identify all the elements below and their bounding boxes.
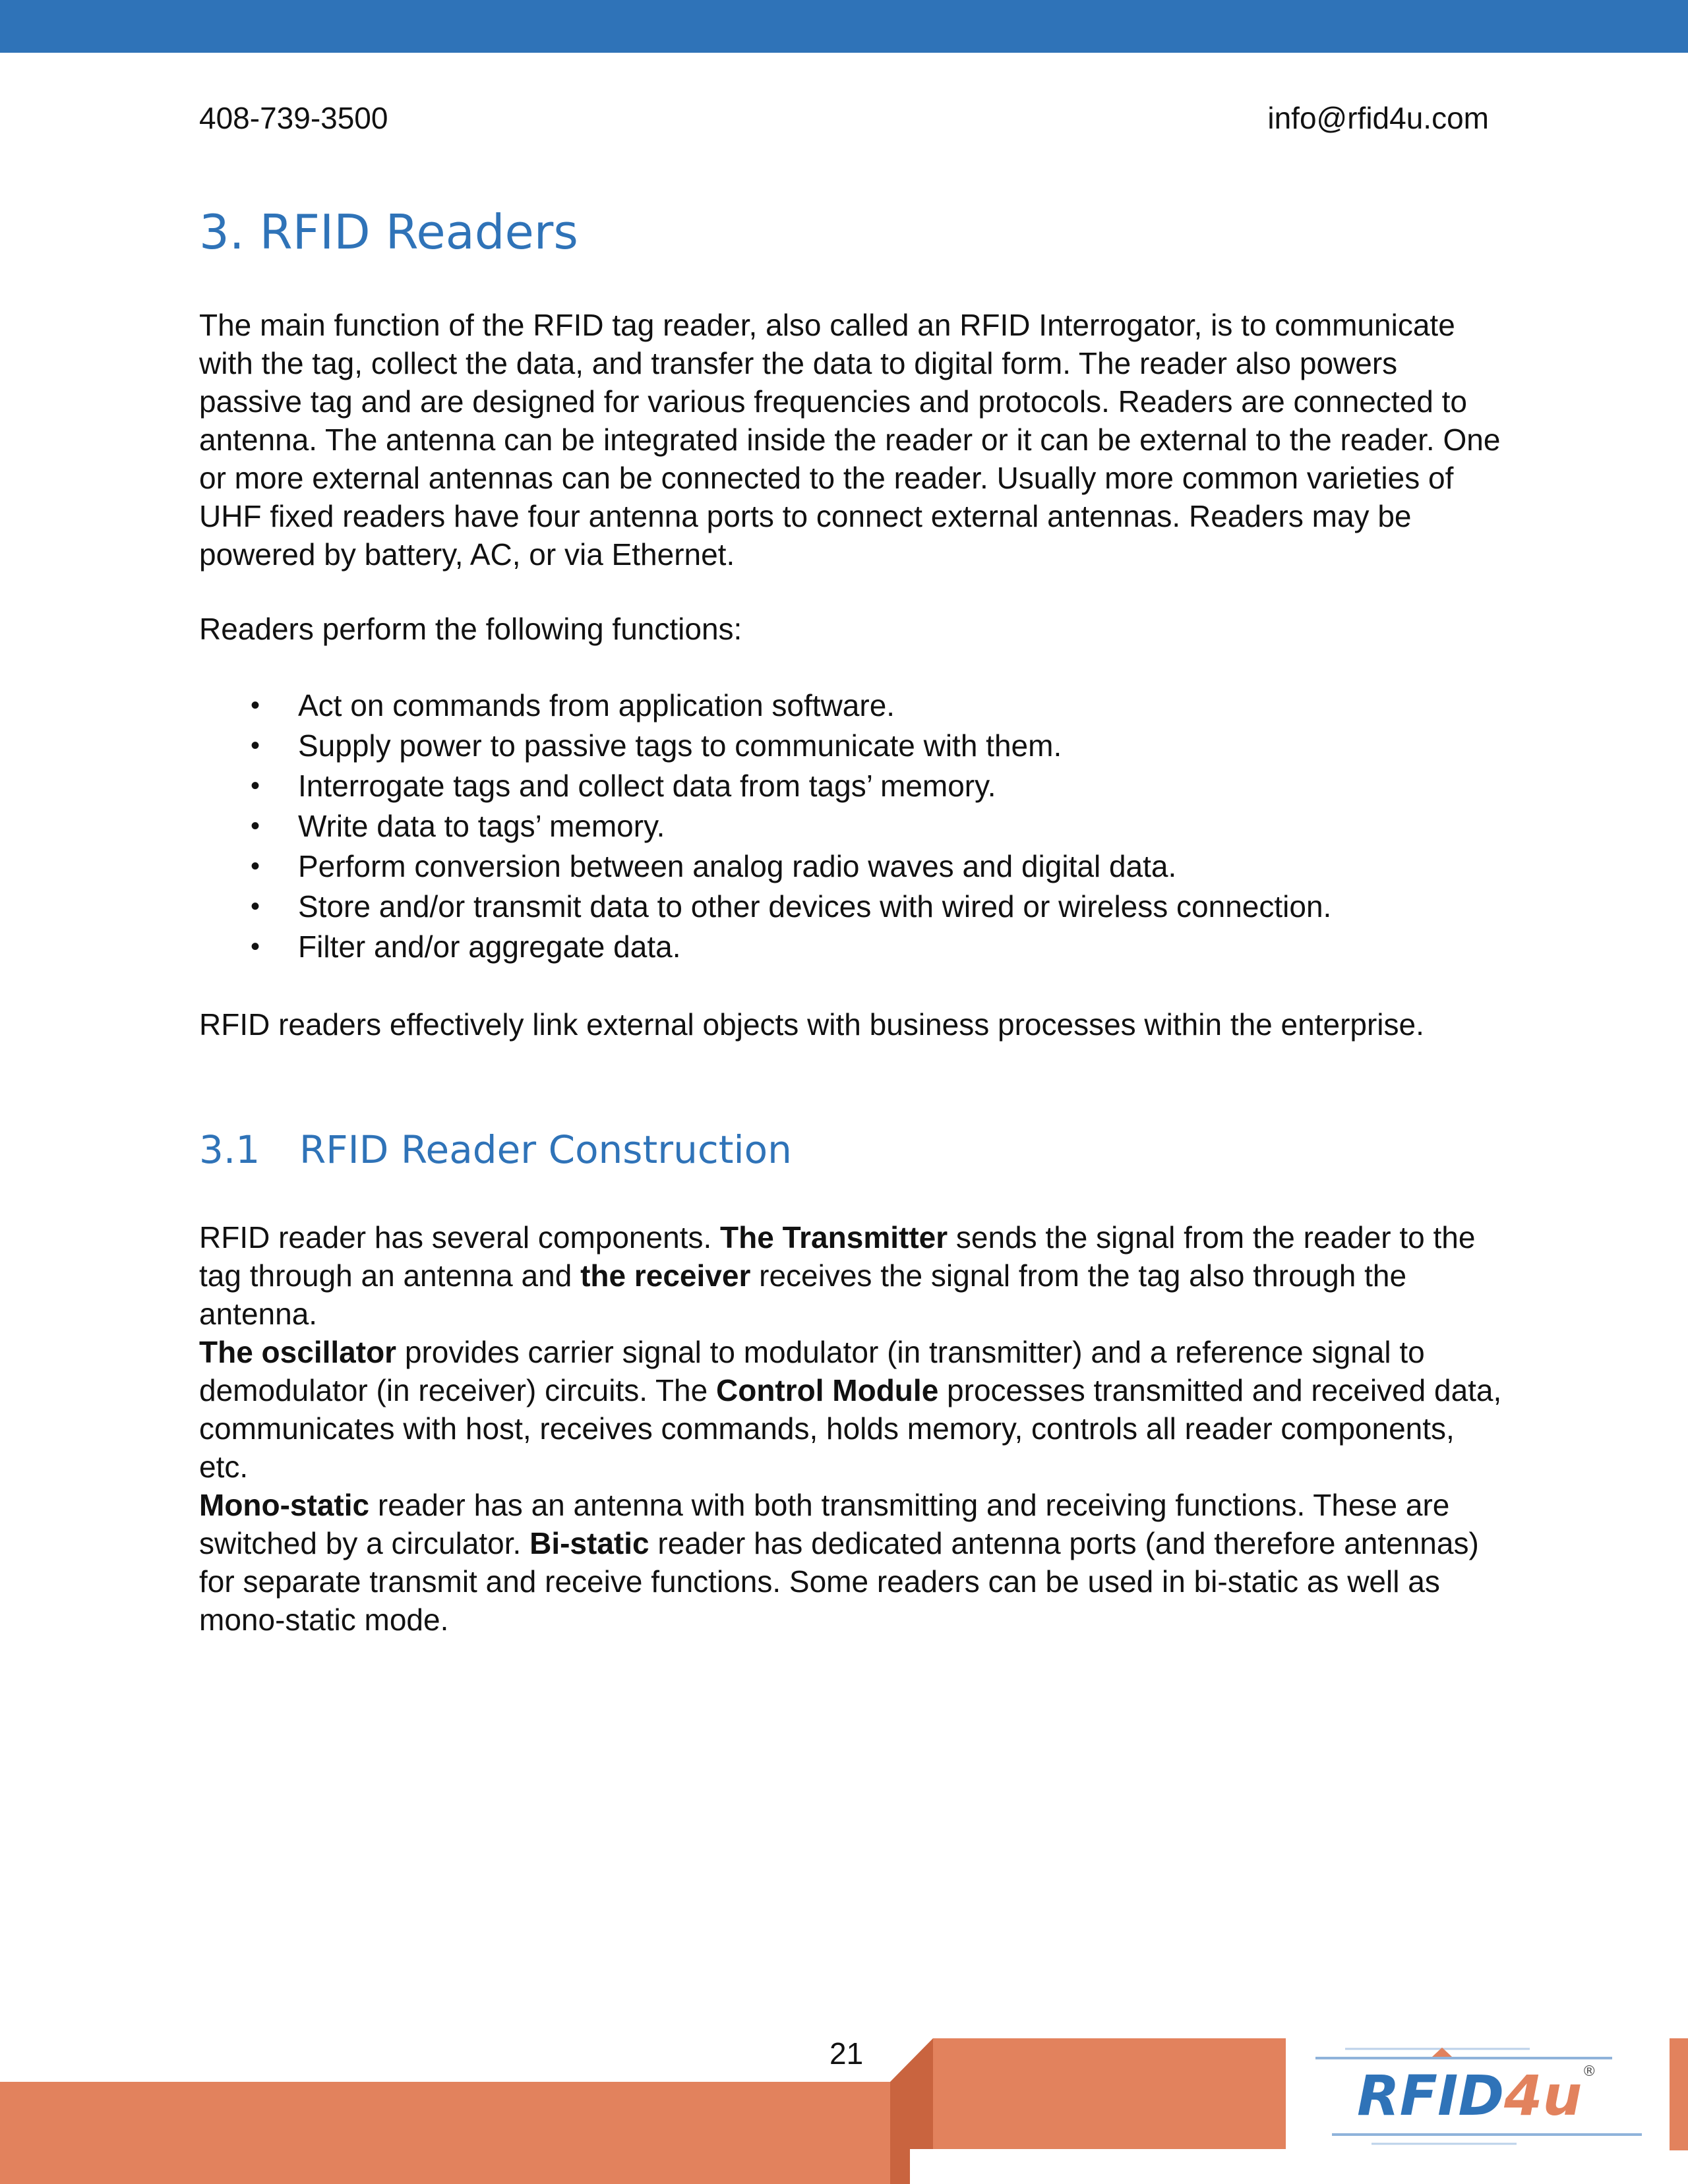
header-phone: 408-739-3500 <box>199 101 388 135</box>
list-item: • Filter and/or aggregate data. <box>199 927 1505 967</box>
term-bi-static: Bi-static <box>529 1526 649 1560</box>
intro-paragraph: The main function of the RFID tag reader, also called an RFID Interrogator, is to communicate with the tag, collect the data, and transfer the data to digital form. The reader also powers passive tag and are designed for various frequencies and protocols. Readers are connected to antenna. The antenna can be integrated inside the reader or it can be external to the reader. One or more external antennas can be connected to the reader. Usually more common varieties of UHF fixed readers have four antenna ports to connect external antennas. Readers may be powered by battery, AC, or via Ethernet. <box>199 308 1501 572</box>
header-email: info@rfid4u.com <box>1267 101 1489 135</box>
footer-orange-band <box>0 2082 910 2184</box>
bullet-icon: • <box>251 892 260 921</box>
footer-right-strip <box>1670 2038 1688 2150</box>
term-control-module: Control Module <box>716 1373 939 1407</box>
list-item: • Write data to tags’ memory. <box>199 806 1505 846</box>
functions-list <box>199 686 1505 967</box>
bullet-icon: • <box>251 852 260 881</box>
bullet-icon: • <box>251 812 260 841</box>
section-title: 3. RFID Readers <box>199 204 578 260</box>
list-item: • Act on commands from application software. <box>199 686 1505 726</box>
page-number: 21 <box>829 2036 864 2071</box>
bullet-icon: • <box>251 771 260 800</box>
term-mono-static: Mono-static <box>199 1488 370 1522</box>
list-item: • Perform conversion between analog radio waves and digital data. <box>199 846 1505 887</box>
list-item: • Store and/or transmit data to other devices with wired or wireless connection. <box>199 887 1505 927</box>
list-item: • Interrogate tags and collect data from tags’ memory. <box>199 766 1505 806</box>
subsection-title <box>199 1127 792 1172</box>
term-receiver: the receiver <box>580 1258 751 1293</box>
footer-orange-block <box>933 2038 1286 2149</box>
bullet-icon: • <box>251 932 260 961</box>
term-transmitter: The Transmitter <box>720 1220 948 1254</box>
rfid4u-logo: RFID4u® <box>1357 2063 1597 2128</box>
top-banner <box>0 0 1688 53</box>
subsection-heading-text: RFID Reader Construction <box>299 1127 792 1172</box>
bullet-icon: • <box>251 731 260 760</box>
functions-lead: Readers perform the following functions: <box>199 612 742 646</box>
list-item: • Supply power to passive tags to communicate with them. <box>199 726 1505 766</box>
bullet-icon: • <box>251 691 260 720</box>
footer-orange-lower <box>910 2149 1286 2184</box>
closing-paragraph: RFID readers effectively link external objects with business processes within the enterprise. <box>199 1007 1424 1042</box>
construction-paragraph: RFID reader has several components. The Transmitter sends the signal from the reader to the tag through an antenna and the receiver receives the signal from the tag also through the antenna. The oscillator provides carrier signal to modulator (in transmitter) and a reference signal to demodulator (in receiver) circuits. The Control Module processes transmitted and received data, communicates with host, receives commands, holds memory, controls all reader components, etc. Mono-static reader has an antenna with both transmitting and receiving functions. These are switched by a circulator. Bi-static reader has dedicated antenna ports (and therefore antennas) for separate transmit and receive functions. Some readers can be used in bi-static as well as mono-static mode. <box>199 1220 1502 1637</box>
subsection-number: 3.1 <box>199 1127 260 1172</box>
term-oscillator: The oscillator <box>199 1335 397 1369</box>
